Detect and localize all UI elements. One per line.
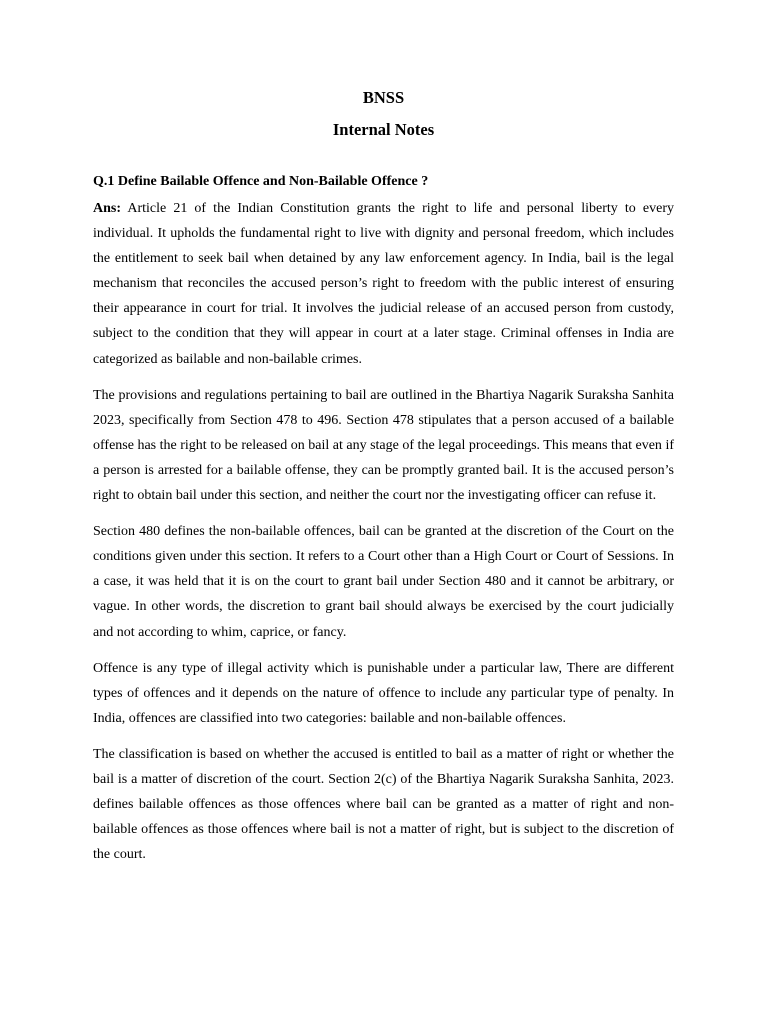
answer-intro-text: Article 21 of the Indian Constitution grants the right to life and personal liberty to every individual. It upholds the fundamental right to live with dignity and personal freedom, which includes the entitlement to seek bail when detained by any law enforcement agency. In India, bail is the legal mechanism that reconciles the accused person’s right to freedom with the public interest of ensuring their appearance in court for trial. It involves the judicial release of an accused person from custody, subject to the condition that they will appear in court at a later stage. Criminal offenses in India are categorized as bailable and non-bailable crimes. [93,201,674,367]
document-title: BNSS [362,88,405,107]
body-paragraph-bail-provisions: The provisions and regulations pertaining to bail are outlined in the Bhartiya Nagarik Suraksha Sanhita 2023, specifically from Section 478 to 496. Section 478 stipulates that a person accused of a bailable offense has the right to be released on bail at any stage of the legal proceedings. This means that even if a person is arrested for a bailable offense, they can be promptly granted bail. It is the accused person’s right to obtain bail under this section, and neither the court nor the investigating officer can refuse it. [93,387,674,504]
answer-label: Ans: [93,201,122,216]
document-page [93,88,674,878]
body-paragraph-classification: The classification is based on whether the accused is entitled to bail as a matter of right or whether the bail is a matter of discretion of the court. Section 2(c) of the Bhartiya Nagarik Suraksha Sanhita, 2023. defines bailable offences as those offences where bail can be granted as a matter of right and non-bailable offences as those offences where bail is not a matter of right, but is subject to the discretion of the court. [93,746,674,863]
document-subtitle: Internal Notes [332,120,435,139]
body-paragraph-non-bailable: Section 480 defines the non-bailable offences, bail can be granted at the discretion of the Court on the conditions given under this section. It refers to a Court other than a High Court or Court of Sessions. In a case, it was held that it is on the court to grant bail under Section 480 and it cannot be arbitrary, or vague. In other words, the discretion to grant bail should always be exercised by the court judicially and not according to whim, caprice, or fancy. [93,524,674,640]
answer-paragraph [93,196,674,372]
question-heading: Q.1 Define Bailable Offence and Non-Bailable Offence ? [93,174,429,189]
body-paragraph-offence-definition: Offence is any type of illegal activity which is punishable under a particular law, There are different types of offences and it depends on the nature of offence to include any particular type of penalty. In India, offences are classified into two categories: bailable and non-bailable offences. [93,660,674,726]
